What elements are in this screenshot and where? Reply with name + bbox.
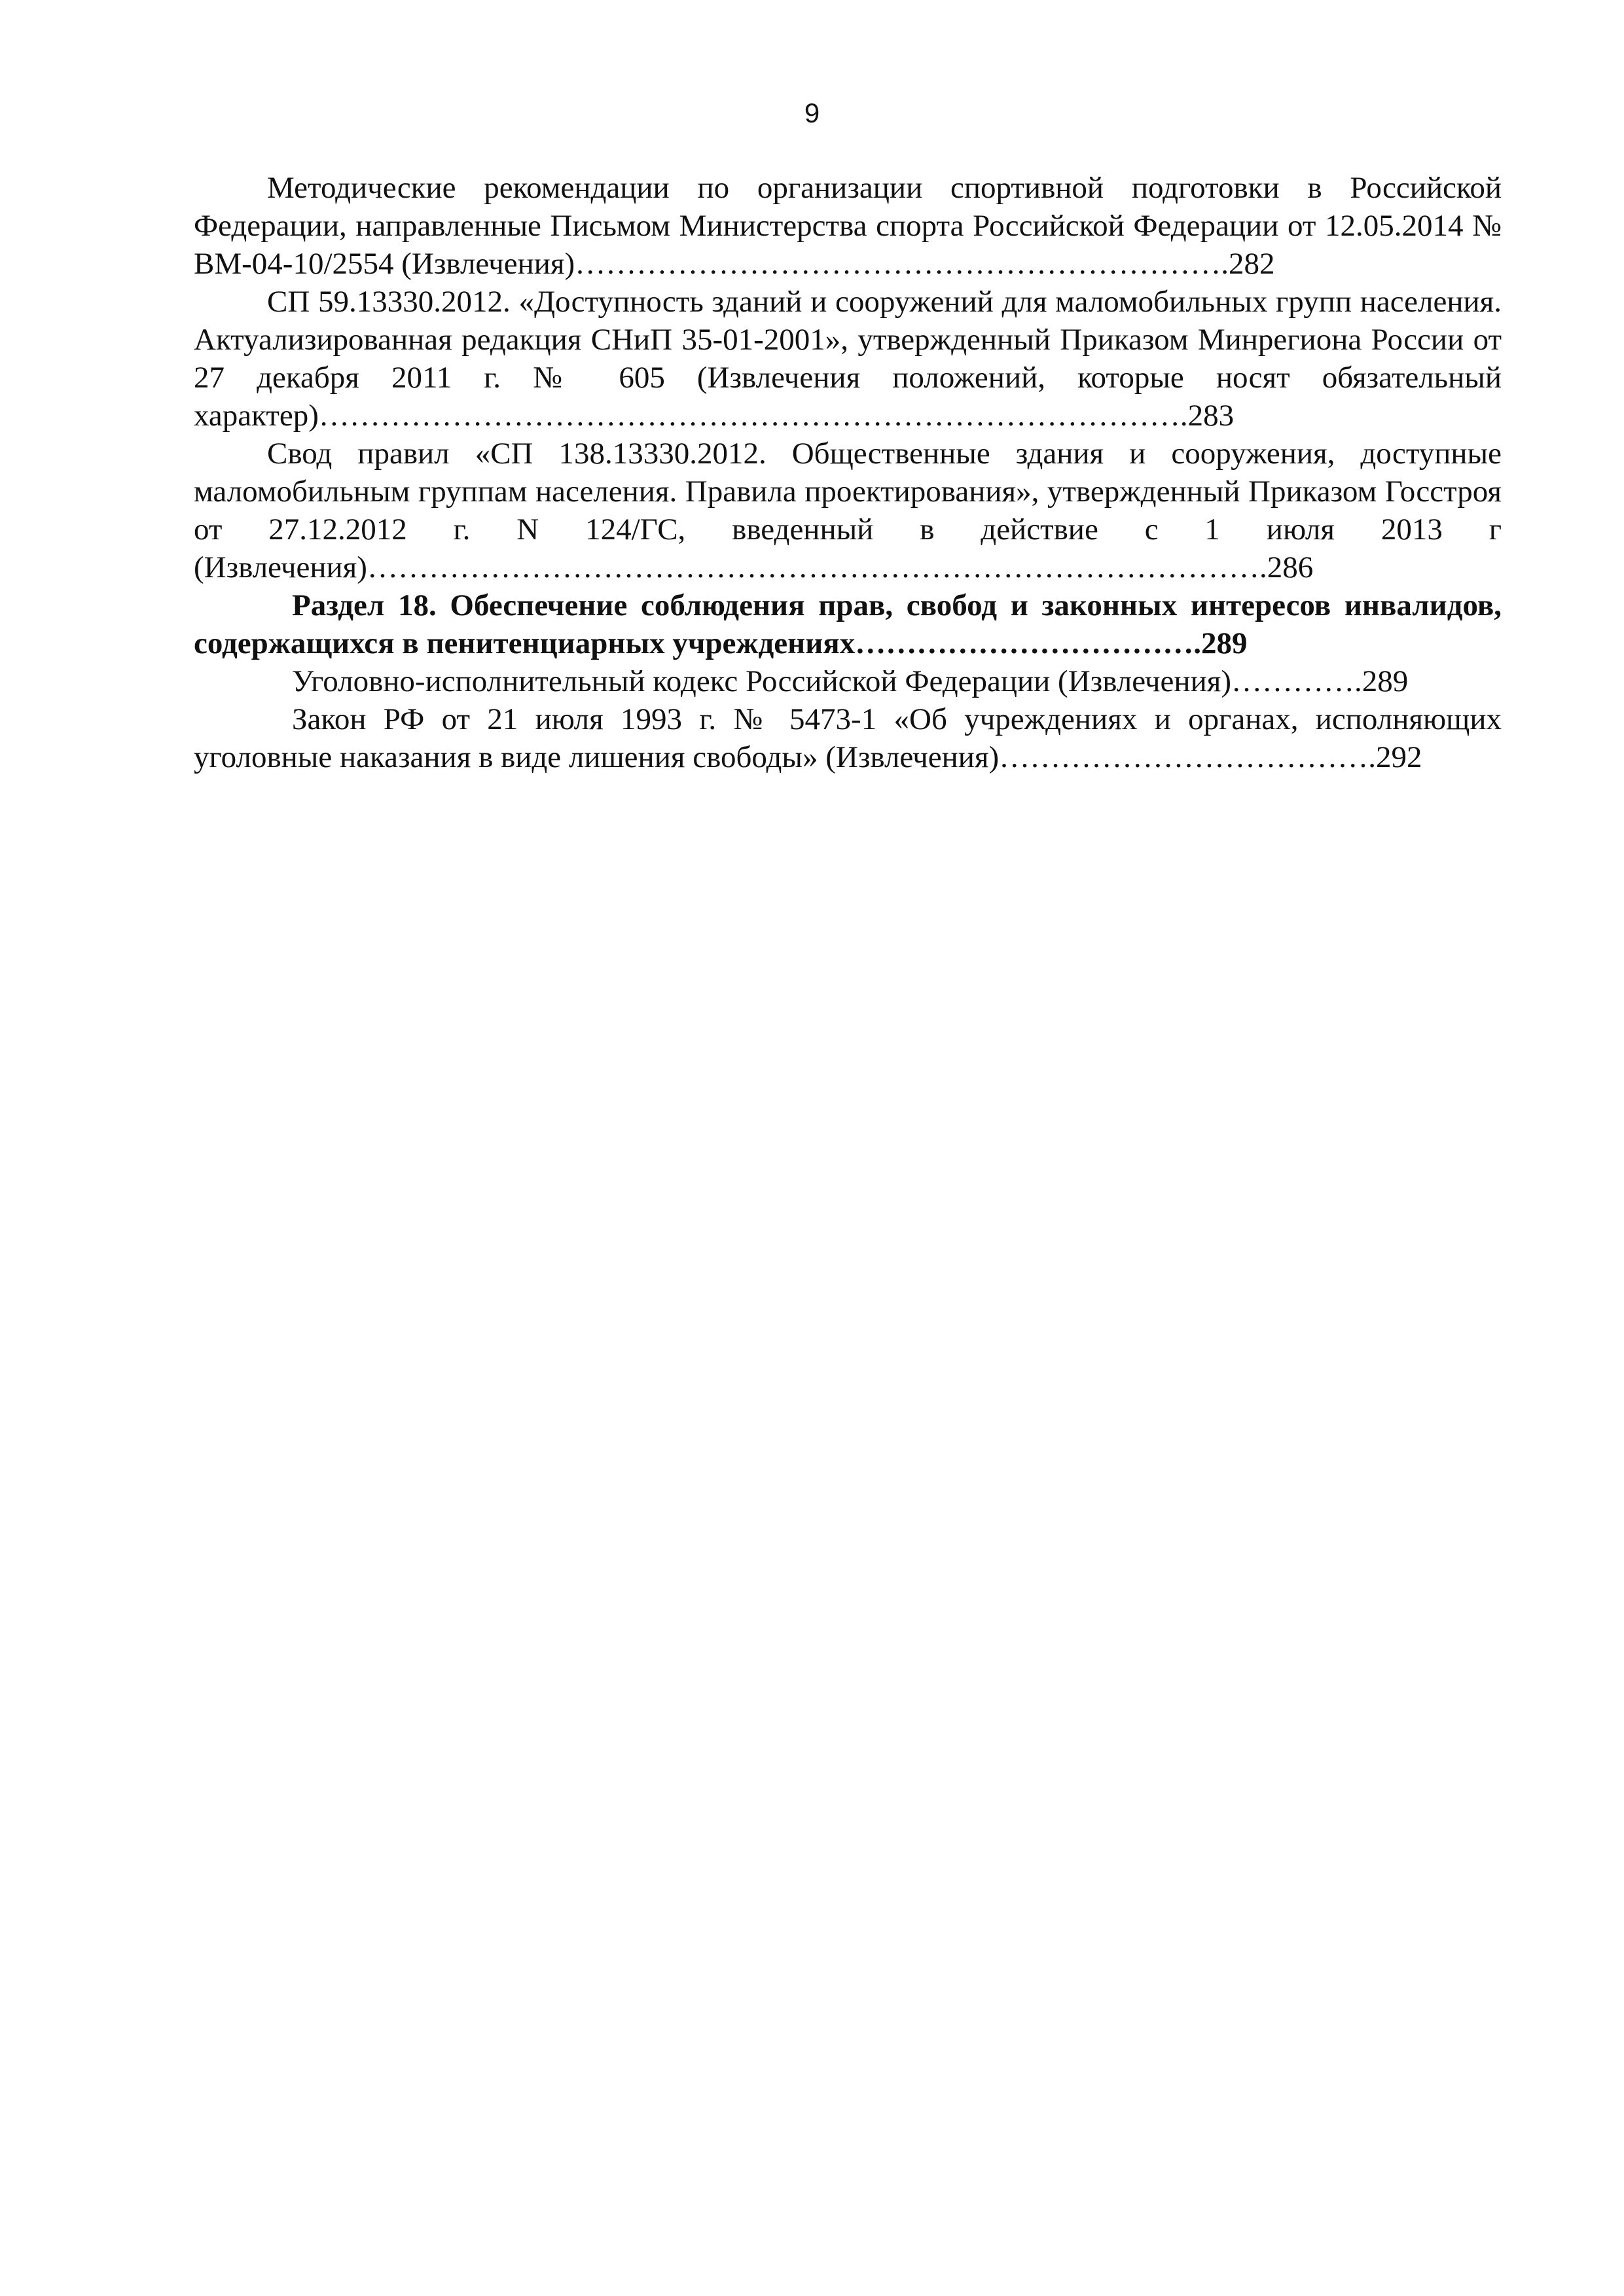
toc-entry-page: 286 (1267, 550, 1314, 584)
toc-entry-title: Раздел 18. Обеспечение соблюдения прав, свобод и законных интересов инвалидов, содержащихся в пенитенциарных учреждениях (194, 588, 1502, 660)
toc-entry-law-5473-1[interactable] (194, 700, 1502, 776)
toc-dot-leader: ………………………………. (999, 740, 1376, 774)
toc-entry-page: 289 (1200, 626, 1248, 660)
toc-entry-title: Методические рекомендации по организации спортивной подготовки в Российской Федерации, направленные Письмом Министерства спорта Российской Федерации от 12.05.2014 № ВМ-04-10/2554 (Извлечения) (194, 171, 1502, 281)
toc-section-18-heading[interactable] (194, 586, 1502, 662)
toc-entry-title: Уголовно-исполнительный кодекс Российской Федерации (Извлечения) (292, 664, 1231, 698)
toc-entry-sport-recommendations[interactable] (194, 169, 1502, 283)
toc-entry-criminal-executive-code[interactable] (194, 662, 1502, 700)
toc-entry-title: СП 59.13330.2012. «Доступность зданий и сооружений для маломобильных групп населения. Актуализированная редакция СНиП 35-01-2001», утвержденный Приказом Минрегиона России от 27 декабря 2011 г. № 605 (Извлечения положений, которые носят обязательный характер) (194, 285, 1502, 433)
toc-entry-sp-138[interactable] (194, 435, 1502, 586)
toc-dot-leader: …………………………………………………………………………. (318, 399, 1188, 433)
toc-entry-page: 289 (1362, 664, 1409, 698)
toc-entry-page: 292 (1375, 740, 1422, 774)
page-number: 9 (804, 98, 820, 128)
toc-dot-leader: ………………………………………………………. (575, 247, 1229, 281)
toc-dot-leader: …………. (1231, 664, 1362, 698)
toc-entry-title: Закон РФ от 21 июля 1993 г. № 5473-1 «Об учреждениях и органах, исполняющих уголовные наказания в виде лишения свободы» (Извлечения) (194, 702, 1502, 774)
toc-entry-page: 283 (1187, 399, 1235, 433)
toc-dot-leader: ……………………………………………………………………………. (367, 550, 1267, 584)
toc-entry-sp-59[interactable] (194, 283, 1502, 435)
table-of-contents (194, 169, 1502, 776)
toc-entry-title: Свод правил «СП 138.13330.2012. Общественные здания и сооружения, доступные маломобильным группам населения. Правила проектирования», утвержденный Приказом Госстроя от 27.12.2012 г. N 124/ГС, введенный в действие с 1 июля 2013 г (Извлечения) (194, 437, 1502, 584)
toc-dot-leader: ……………………………. (855, 626, 1201, 660)
toc-entry-page: 282 (1228, 247, 1275, 281)
